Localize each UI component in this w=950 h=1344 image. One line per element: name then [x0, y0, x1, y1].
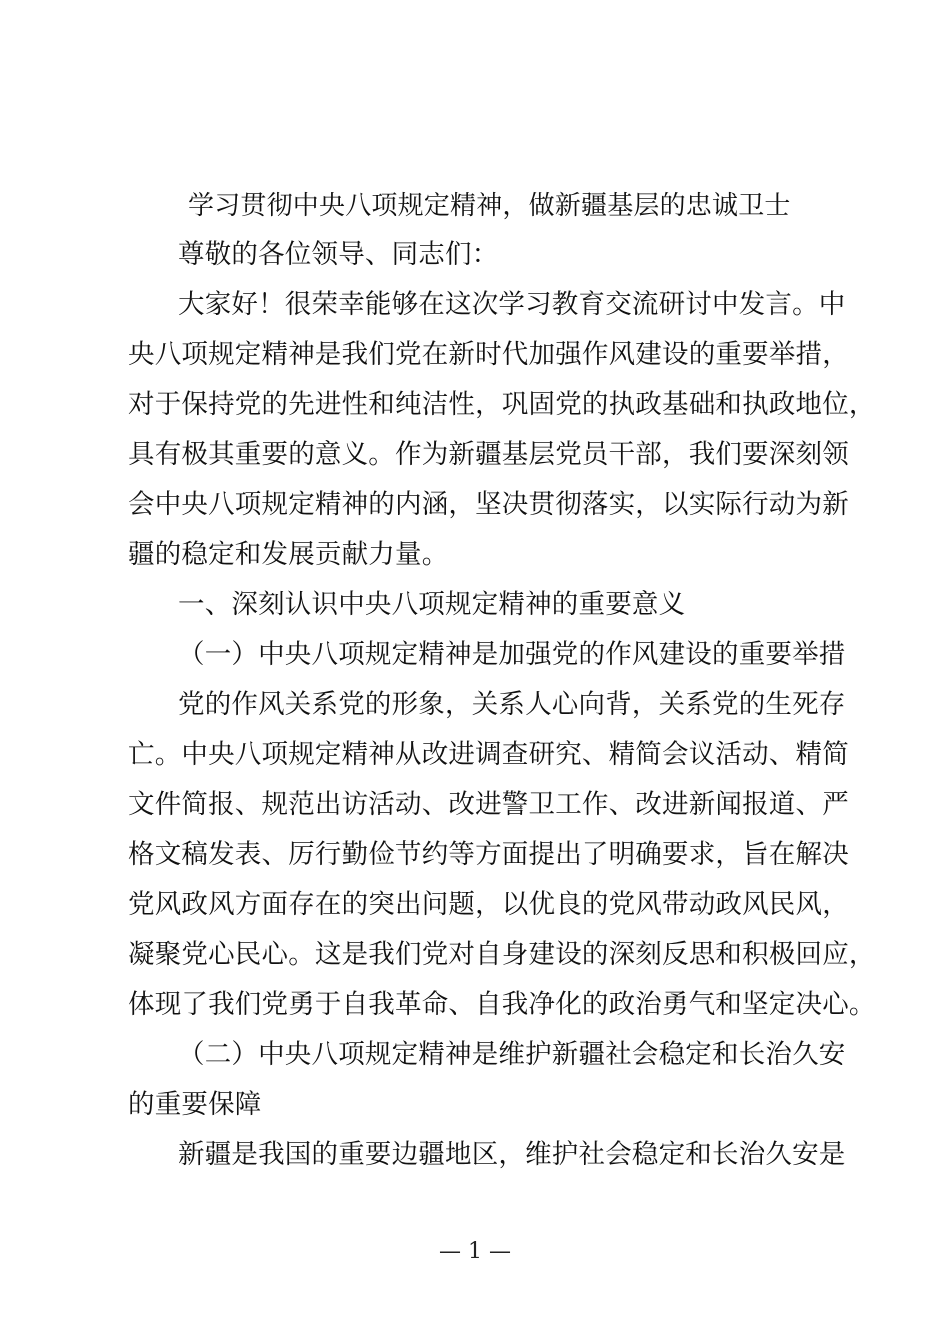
paragraph-line: 具有极其重要的意义。作为新疆基层党员干部，我们要深刻领	[128, 439, 849, 470]
subsection-heading-continued: 的重要保障	[128, 1089, 262, 1120]
section-heading: 一、深刻认识中央八项规定精神的重要意义	[178, 589, 686, 620]
paragraph-line: 疆的稳定和发展贡献力量。	[128, 539, 449, 570]
paragraph-line: 大家好！很荣幸能够在这次学习教育交流研讨中发言。中	[178, 289, 846, 320]
subsection-heading: （一）中央八项规定精神是加强党的作风建设的重要举措	[178, 639, 846, 670]
paragraph-line: 对于保持党的先进性和纯洁性，巩固党的执政基础和执政地位，	[128, 389, 876, 420]
subsection-heading: （二）中央八项规定精神是维护新疆社会稳定和长治久安	[178, 1039, 846, 1070]
paragraph-line: 格文稿发表、厉行勤俭节约等方面提出了明确要求，旨在解决	[128, 839, 849, 870]
paragraph-line: 亡。中央八项规定精神从改进调查研究、精简会议活动、精简	[128, 739, 849, 770]
paragraph-line: 党风政风方面存在的突出问题，以优良的党风带动政风民风，	[128, 889, 849, 920]
page-number: — 1 —	[439, 1239, 511, 1264]
paragraph-line: 体现了我们党勇于自我革命、自我净化的政治勇气和坚定决心。	[128, 989, 876, 1020]
paragraph-line: 新疆是我国的重要边疆地区，维护社会稳定和长治久安是	[178, 1139, 846, 1170]
paragraph-line: 央八项规定精神是我们党在新时代加强作风建设的重要举措，	[128, 339, 849, 370]
paragraph-line: 会中央八项规定精神的内涵，坚决贯彻落实，以实际行动为新	[128, 489, 849, 520]
paragraph-line: 文件简报、规范出访活动、改进警卫工作、改进新闻报道、严	[128, 789, 849, 820]
paragraph-line: 凝聚党心民心。这是我们党对自身建设的深刻反思和积极回应，	[128, 939, 876, 970]
document-title: 学习贯彻中央八项规定精神，做新疆基层的忠诚卫士	[188, 191, 791, 221]
salutation: 尊敬的各位领导、同志们：	[178, 239, 499, 270]
paragraph-line: 党的作风关系党的形象，关系人心向背，关系党的生死存	[178, 689, 846, 720]
